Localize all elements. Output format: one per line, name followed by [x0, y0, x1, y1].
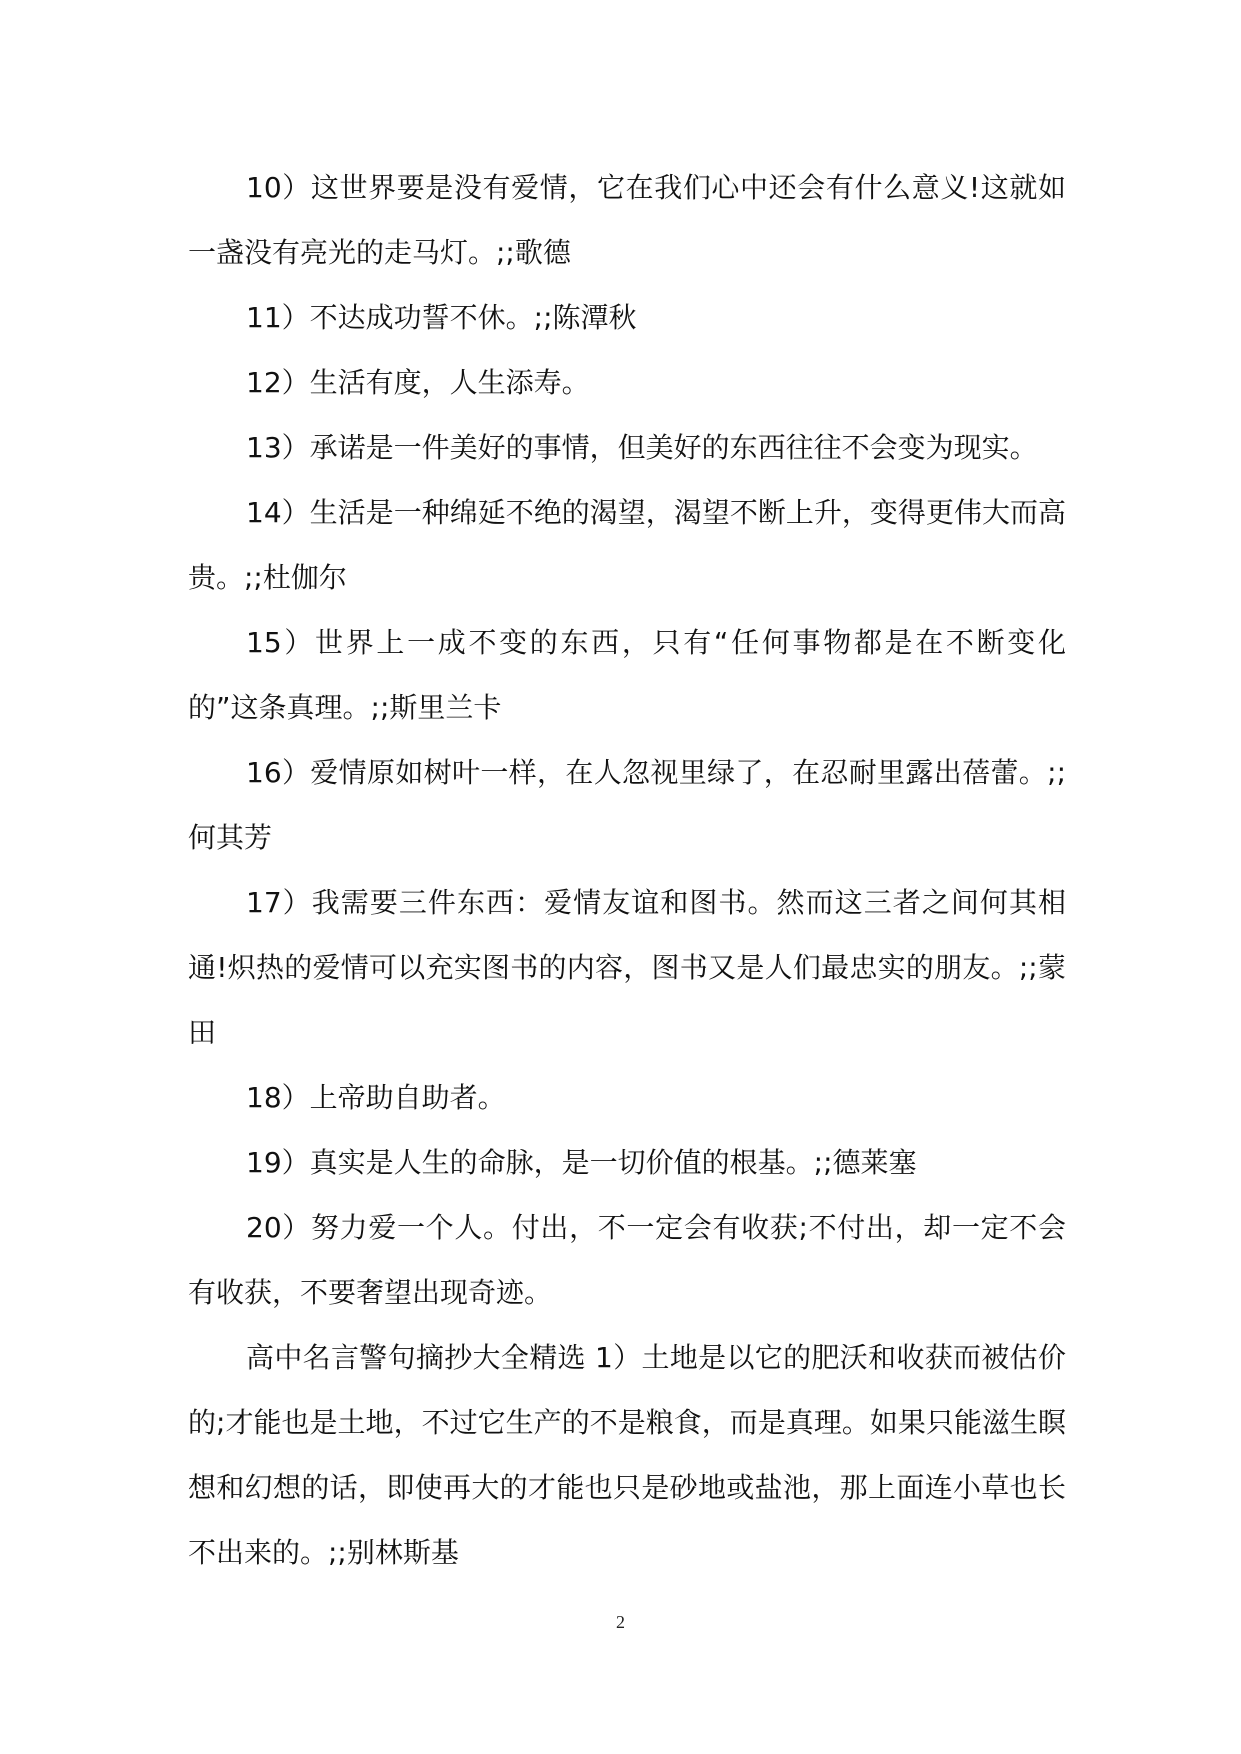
quote-paragraph: 17）我需要三件东西：爱情友谊和图书。然而这三者之间何其相通!炽热的爱情可以充实图书的内容，图书又是人们最忠实的朋友。;;蒙田: [188, 886, 1066, 1049]
quote-paragraph: 13）承诺是一件美好的事情，但美好的东西往往不会变为现实。: [246, 431, 1038, 464]
section-intro-paragraph: 高中名言警句摘抄大全精选 1）土地是以它的肥沃和收获而被估价的;才能也是土地，不过它生产的不是粮食，而是真理。如果只能滋生瞑想和幻想的话，即使再大的才能也只是砂地或盐池，那上面连小草也长不出来的。;;别林斯基: [188, 1341, 1066, 1569]
quote-paragraph: 20）努力爱一个人。付出，不一定会有收获;不付出，却一定不会有收获，不要奢望出现奇迹。: [188, 1211, 1066, 1309]
quote-paragraph: 18）上帝助自助者。: [246, 1081, 506, 1114]
quote-paragraph: 11）不达成功誓不休。;;陈潭秋: [246, 301, 637, 334]
page-number: 2: [616, 1612, 625, 1632]
quote-paragraph: 15）世界上一成不变的东西，只有“任何事物都是在不断变化的”这条真理。;;斯里兰卡: [188, 626, 1066, 724]
quote-paragraph: 10）这世界要是没有爱情，它在我们心中还会有什么意义!这就如一盏没有亮光的走马灯。;;歌德: [188, 171, 1066, 269]
quote-paragraph: 16）爱情原如树叶一样，在人忽视里绿了，在忍耐里露出蓓蕾。;;何其芳: [188, 756, 1066, 854]
quote-paragraph: 19）真实是人生的命脉，是一切价值的根基。;;德莱塞: [246, 1146, 917, 1179]
quote-paragraph: 12）生活有度，人生添寿。: [246, 366, 590, 399]
document-body: [188, 155, 1066, 1585]
quote-paragraph: 14）生活是一种绵延不绝的渴望，渴望不断上升，变得更伟大而高贵。;;杜伽尔: [188, 496, 1066, 594]
